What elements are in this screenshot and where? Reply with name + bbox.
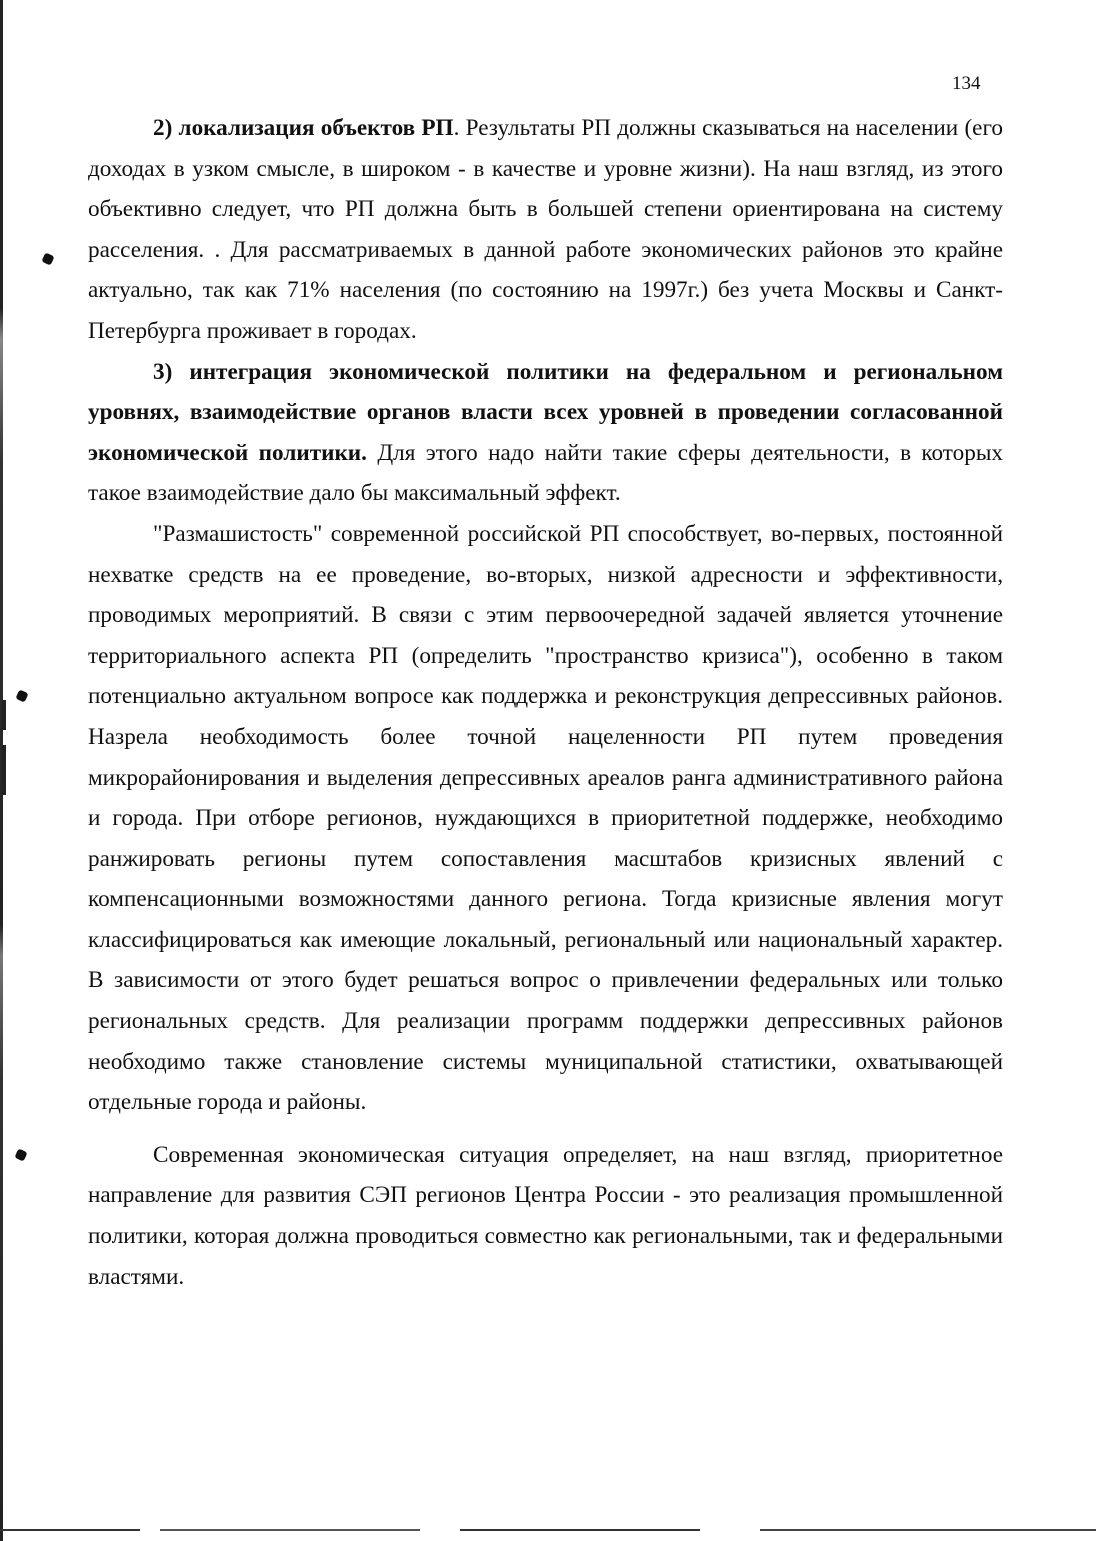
paragraph-text: . Результаты РП должны сказываться на населении (его доходах в узком смысле, в широком - в качестве и уровне жизни). На наш взгляд, из этого объективно следует, что РП должна быть в большей степени ориентирована на систему расселения. . Для рассматриваемых в данной работе экономических районов это крайне актуально, так как 71% населения (по состоянию на 1997г.) без учета Москвы и Санкт-Петербурга проживает в городах. (88, 115, 1003, 344)
scan-punch-mark (14, 1148, 27, 1161)
paragraph-text: Современная экономическая ситуация определяет, на наш взгляд, приоритетное направление для развития СЭП регионов Центра России - это реализация промышленной политики, которая должна проводиться совместно как региональными, так и федеральными властями. (88, 1141, 1003, 1290)
paragraph-heading: 3) интеграция экономической политики на федеральном и региональном уровнях, взаимодействие органов власти всех уровней в проведении согласованной экономической политики. (88, 358, 1003, 466)
scan-edge-mark (2, 700, 6, 730)
paragraph-text: Для этого надо найти такие сферы деятельности, в которых такое взаимодействие дало бы максимальный эффект. (88, 439, 1003, 507)
paragraph-industrial-policy (88, 1135, 1003, 1297)
scan-punch-mark (41, 252, 54, 265)
paragraph-heading: 2) локализация объектов РП (153, 115, 454, 141)
document-body (88, 108, 1003, 1297)
scan-bottom-edge (0, 1529, 1096, 1531)
paragraph-text: "Размашистость" современной российской РП способствует, во-первых, постоянной нехватке средств на ее проведение, во-вторых, низкой адресности и эффективности, проводимых мероприятий. В связи с этим первоочередной задачей является уточнение территориального аспекта РП (определить "пространство кризиса"), особенно в таком потенциально актуальном вопросе как поддержка и реконструкция депрессивных районов. Назрела необходимость более точной нацеленности РП путем проведения микрорайонирования и выделения депрессивных ареалов ранга административного района и города. При отборе регионов, нуждающихся в приоритетной поддержке, необходимо ранжировать регионы путем сопоставления масштабов кризисных явлений с компенсационными возможностями данного региона. Тогда кризисные явления могут классифицироваться как имеющие локальный, региональный или национальный характер. В зависимости от этого будет решаться вопрос о привлечении федеральных или только региональных средств. Для реализации программ поддержки депрессивных районов необходимо также становление системы муниципальной статистики, охватывающей отдельные города и районы. (88, 520, 1003, 1116)
page-number: 134 (952, 73, 981, 94)
scan-edge-mark (2, 745, 6, 795)
scan-punch-mark (15, 689, 28, 702)
paragraph-integration (88, 352, 1003, 514)
paragraph-localization (88, 108, 1003, 352)
paragraph-crisis-space (88, 514, 1003, 1123)
